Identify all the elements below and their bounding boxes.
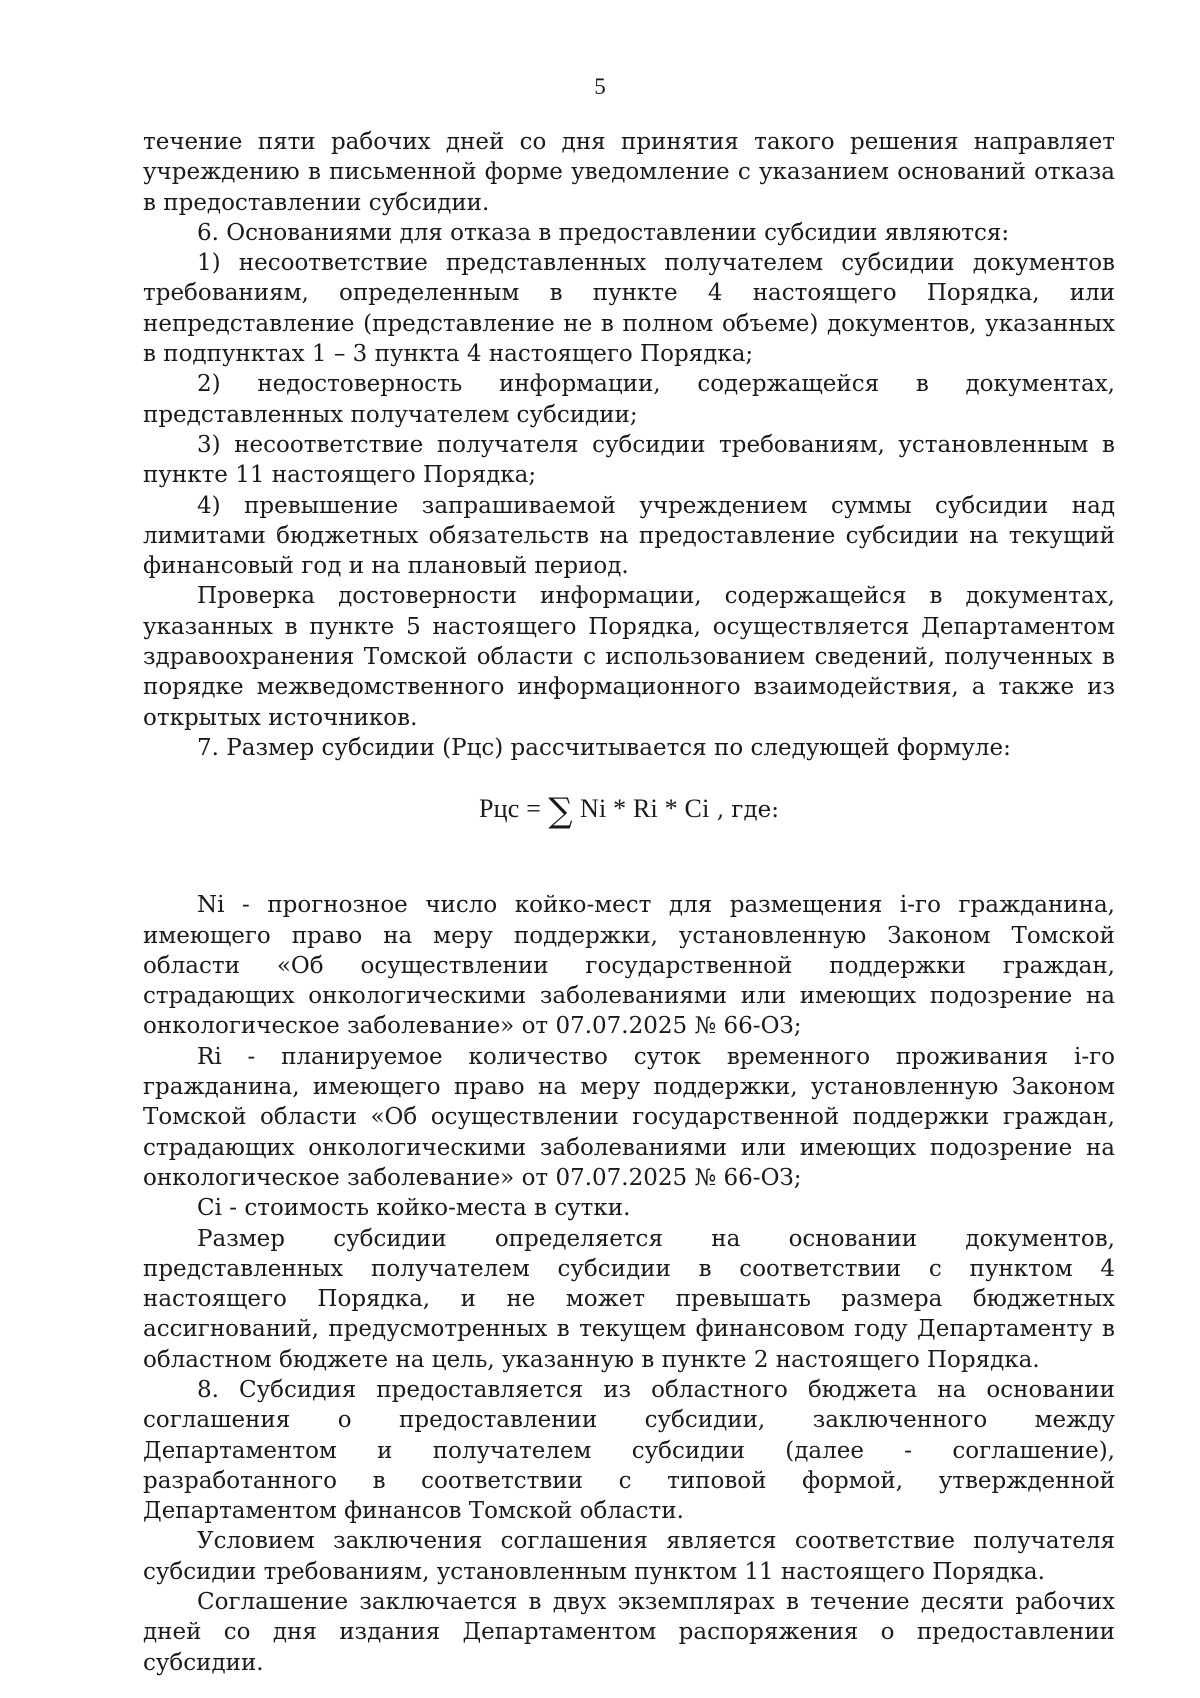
paragraph-group-top — [143, 127, 1115, 763]
subsidy-formula — [143, 777, 1115, 858]
document-body — [143, 127, 1115, 1678]
formula-suffix: , где: — [716, 797, 780, 824]
paragraph: Соглашение заключается в двух экземплярах в течение десяти рабочих дней со дня издания Департаментом распоряжения о предоставлении субсидии. — [143, 1589, 1115, 1676]
paragraph: 2) недостоверность информации, содержащейся в документах, представленных получателем субсидии; — [143, 371, 1115, 428]
paragraph: Размер субсидии определяется на основании документов, представленных получателем субсидии в соответствии с пунктом 4 настоящего Порядка, и не может превышать размера бюджетных ассигнований, предусмотренных в текущем финансовом году Департаменту в областном бюджете на цель, указанную в пункте 2 настоящего Порядка. — [143, 1225, 1115, 1373]
paragraph: 7. Размер субсидии (Рцс) рассчитывается по следующей формуле: — [197, 734, 1011, 761]
paragraph: 8. Субсидия предоставляется из областного бюджета на основании соглашения о предоставлении субсидии, заключенного между Департаментом и получателем субсидии (далее - соглашение), разработанного в соответствии с типовой формой, утвержденной Департаментом финансов Томской области. — [143, 1376, 1115, 1525]
paragraph-group-bottom — [143, 890, 1115, 1678]
formula-line — [143, 791, 1115, 831]
formula-lhs: Рцс = — [478, 794, 542, 824]
paragraph: Проверка достоверности информации, содержащейся в документах, указанных в пункте 5 настоящего Порядка, осуществляется Департаментом здравоохранения Томской области с использованием сведений, полученных в порядке межведомственного информационного взаимодействия, а также из открытых источников. — [143, 583, 1115, 731]
page-number: 5 — [594, 74, 606, 99]
paragraph: течение пяти рабочих дней со дня принятия такого решения направляет учреждению в письменной форме уведомление с указанием оснований отказа в предоставлении субсидии. — [143, 129, 1115, 216]
sum-symbol: ∑ — [548, 791, 573, 832]
paragraph: Ri - планируемое количество суток временного проживания i-го гражданина, имеющего право на меру поддержки, установленную Законом Томской области «Об осуществлении государственной поддержки граждан, страдающих онкологическими заболеваниями или имеющих подозрение на онкологическое заболевание» от 07.07.2025 № 66-ОЗ; — [143, 1043, 1115, 1191]
paragraph: 3) несоответствие получателя субсидии требованиям, установленным в пункте 11 настоящего Порядка; — [143, 431, 1115, 489]
paragraph: 1) несоответствие представленных получателем субсидии документов требованиям, определенным в пункте 4 настоящего Порядка, или непредставление (представление не в полном объеме) документов, указанных в подпунктах 1 – 3 пункта 4 настоящего Порядка; — [143, 250, 1115, 368]
paragraph: Ci - стоимость койко-места в сутки. — [197, 1195, 631, 1222]
paragraph: Ni - прогнозное число койко-мест для размещения i-го гражданина, имеющего право на меру поддержки, установленную Законом Томской области «Об осуществлении государственной поддержки граждан, страдающих онкологическими заболеваниями или имеющих подозрение на онкологическое заболевание» от 07.07.2025 № 66-ОЗ; — [143, 892, 1115, 1040]
paragraph: 6. Основаниями для отказа в предоставлении субсидии являются: — [197, 219, 1010, 246]
paragraph: 4) превышение запрашиваемой учреждением суммы субсидии над лимитами бюджетных обязательств на предоставление субсидии на текущий финансовый год и на плановый период. — [143, 492, 1115, 580]
formula-expression: Ni * Ri * Ci — [579, 794, 710, 824]
paragraph: Условием заключения соглашения является соответствие получателя субсидии требованиям, установленным пунктом 11 настоящего Порядка. — [143, 1528, 1115, 1585]
